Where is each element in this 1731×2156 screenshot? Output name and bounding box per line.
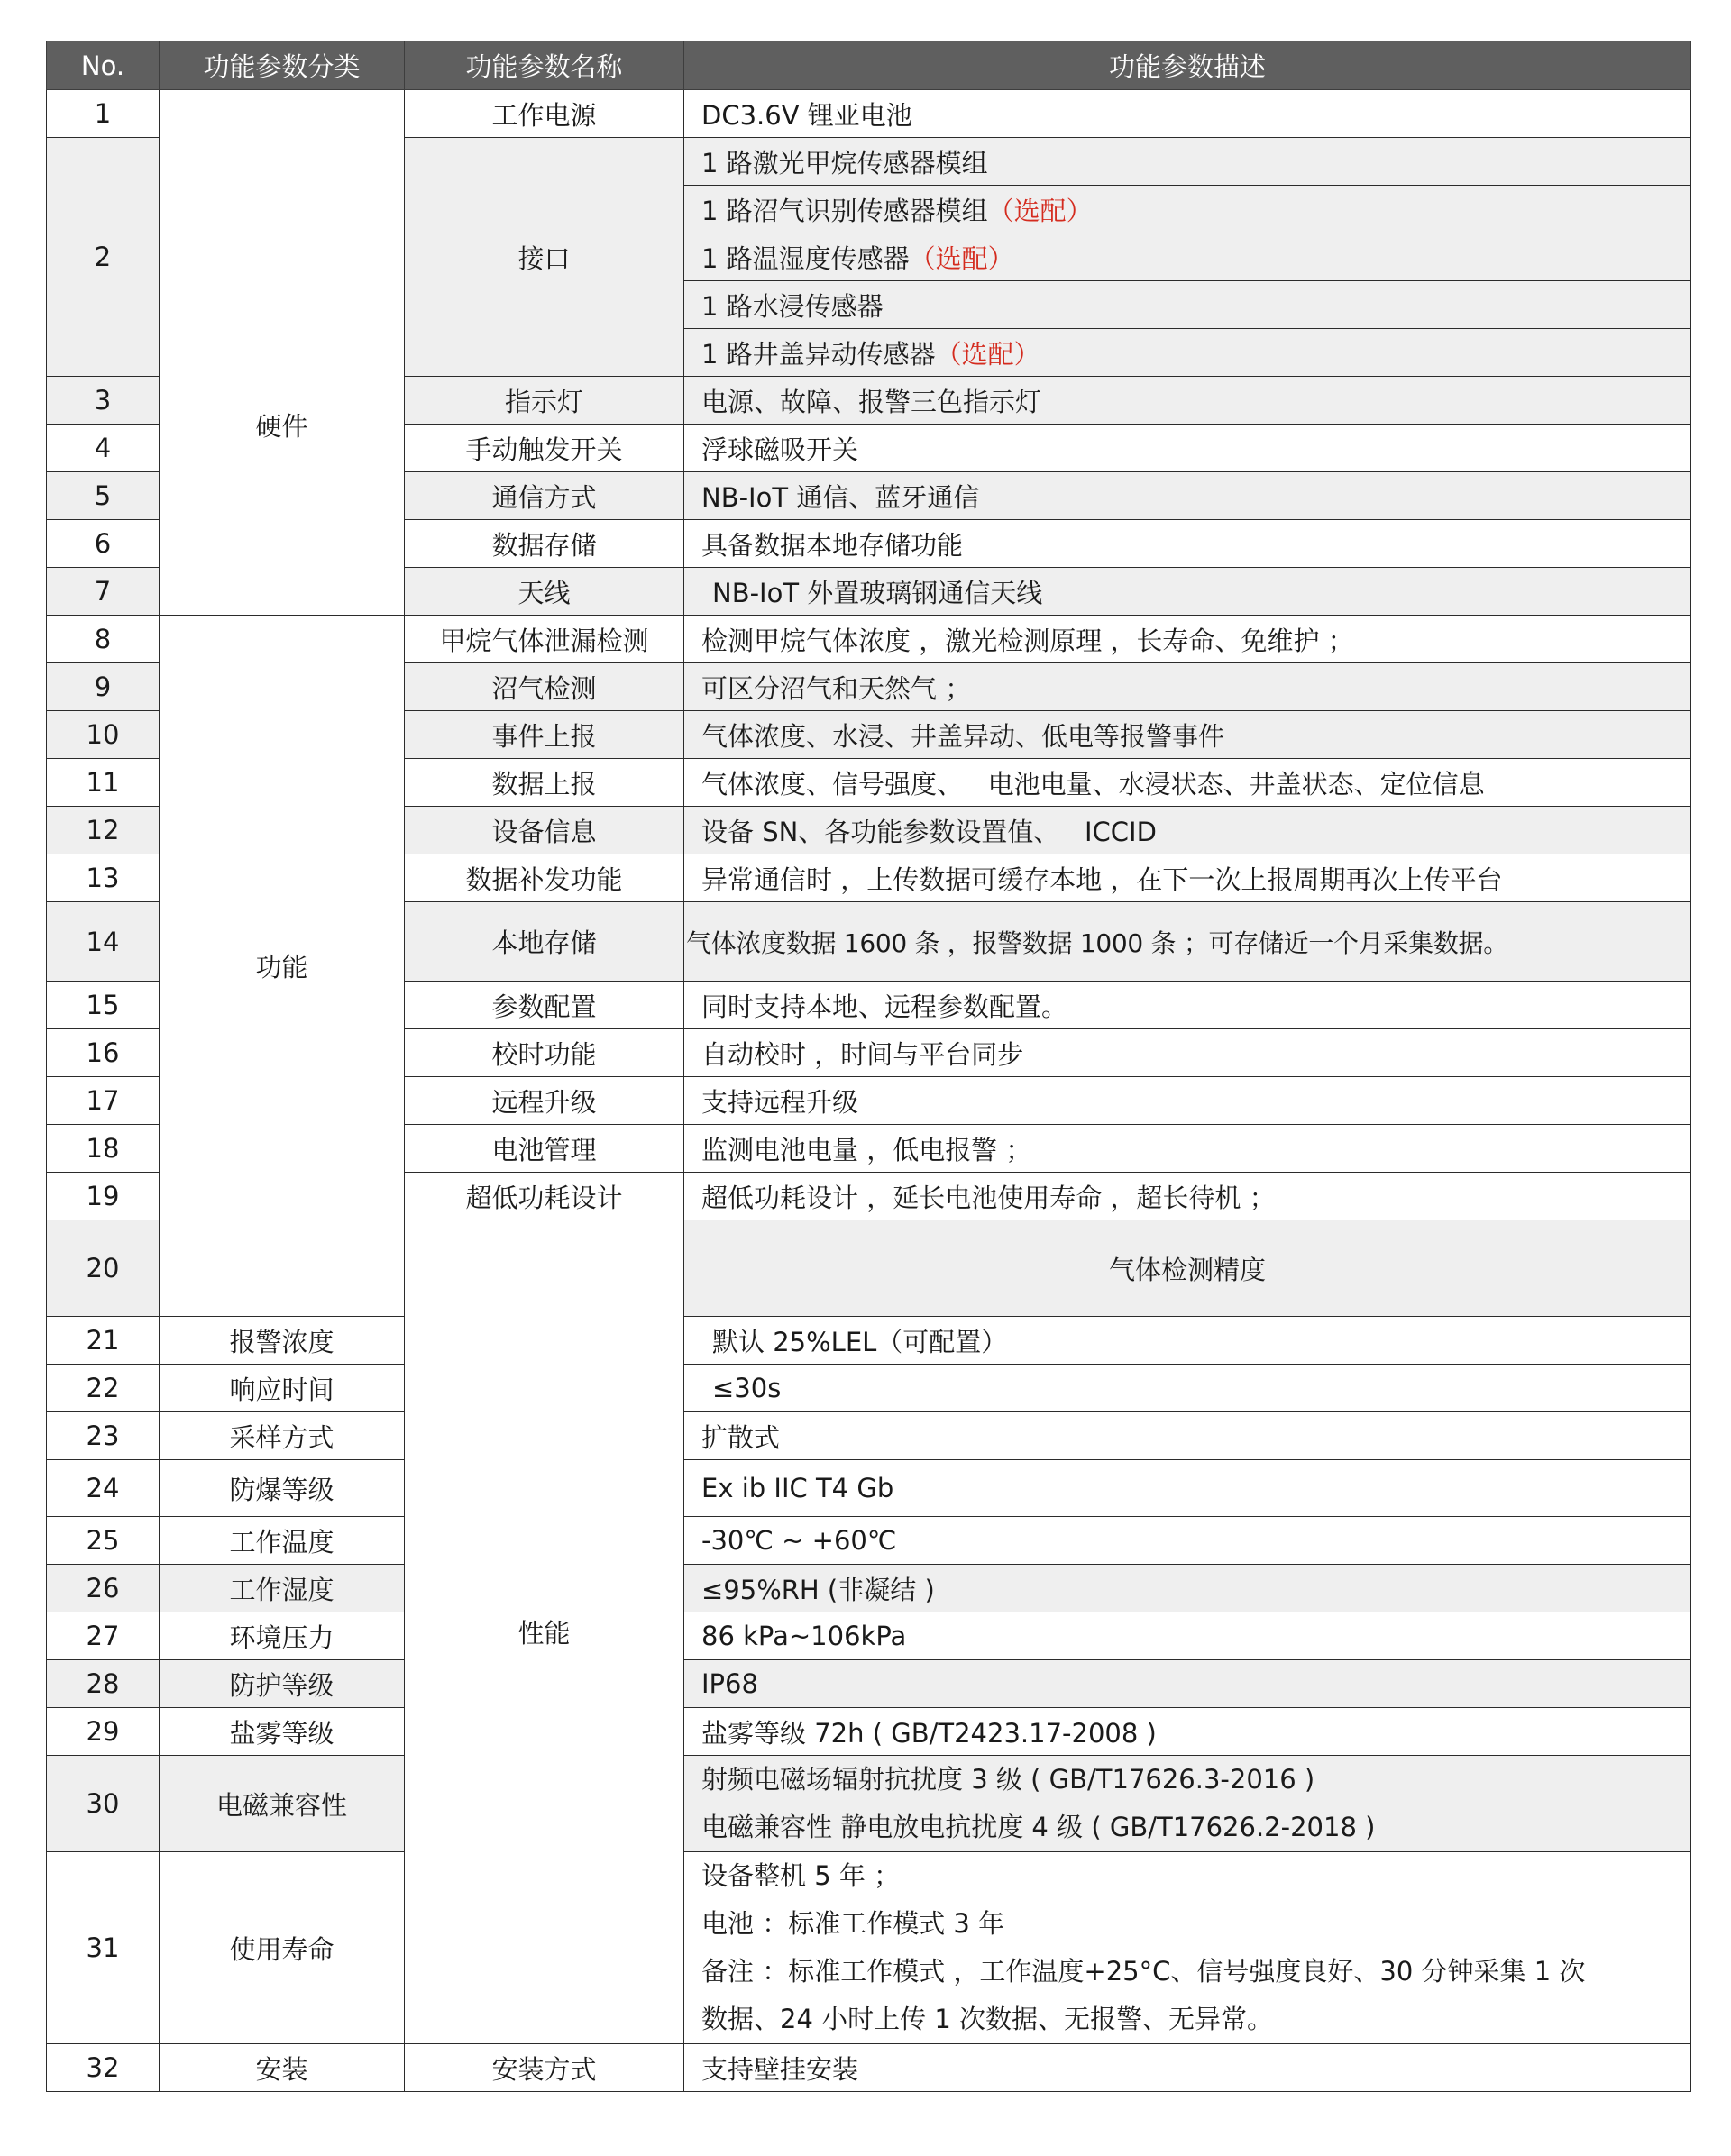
param-name: 使用寿命 [160,1852,405,2044]
param-desc: 支持远程升级 [684,1077,1691,1125]
optional-tag: （选配） [935,338,1040,370]
row-number: 5 [47,472,160,520]
param-name: 防爆等级 [160,1460,405,1517]
row-number: 9 [47,663,160,711]
row-number: 4 [47,425,160,472]
table-row [47,1708,1691,1756]
param-desc: 设备整机 5 年 ； 电池 ：标准工作模式 3 年 备注 ：标准工作模式 ，工作温度+25°C、信号强度良好、30 分钟采集 1 次 数据、24 小时上传 1 次数据、无报警、无异常。 [684,1852,1691,2044]
param-name: 工作湿度 [160,1565,405,1612]
param-desc: 盐雾等级 72h ( GB/T2423.17-2008 ) [684,1708,1691,1756]
param-name: 报警浓度 [160,1317,405,1365]
param-name: 超低功耗设计 [405,1173,684,1220]
param-desc: 检测甲烷气体浓度 ，激光检测原理 ，长寿命、免维护 ； [684,616,1691,663]
table-header-row [47,41,1691,90]
param-desc: 默认 25%LEL（可配置） [684,1317,1691,1365]
spec-table [46,41,1691,2092]
row-number: 31 [47,1852,160,2044]
row-number: 22 [47,1365,160,1412]
param-name: 气体检测精度 [684,1220,1691,1317]
param-name: 电磁兼容性 [160,1756,405,1852]
param-desc: NB-IoT 外置玻璃钢通信天线 [684,568,1691,616]
table-row [47,616,1691,663]
param-desc: 气体浓度、水浸、井盖异动、低电等报警事件 [684,711,1691,759]
optional-tag: （选配） [987,195,1093,226]
row-number: 27 [47,1612,160,1660]
row-number: 21 [47,1317,160,1365]
param-name: 采样方式 [160,1412,405,1460]
row-number: 8 [47,616,160,663]
category-performance: 性能 [405,1220,684,2044]
row-number: 10 [47,711,160,759]
param-desc: 支持壁挂安装 [684,2044,1691,2092]
param-desc: Ex ib IIC T4 Gb [684,1460,1691,1517]
header-category: 功能参数分类 [160,41,405,90]
param-desc: -30℃ ~ +60℃ [684,1517,1691,1565]
param-name: 远程升级 [405,1077,684,1125]
category-installation: 安装 [160,2044,405,2092]
param-name: 校时功能 [405,1029,684,1077]
param-name: 事件上报 [405,711,684,759]
param-desc: 可区分沼气和天然气 ； [684,663,1691,711]
row-number: 25 [47,1517,160,1565]
param-desc: 自动校时 ，时间与平台同步 [684,1029,1691,1077]
param-desc: 扩散式 [684,1412,1691,1460]
param-name: 天线 [405,568,684,616]
row-number: 3 [47,377,160,425]
table-row [47,1565,1691,1612]
row-number: 12 [47,807,160,854]
param-name: 沼气检测 [405,663,684,711]
table-row [47,1517,1691,1565]
param-name: 数据上报 [405,759,684,807]
param-desc: 射频电磁场辐射抗扰度 3 级 ( GB/T17626.3-2016 ) 电磁兼容性 静电放电抗扰度 4 级 ( GB/T17626.2-2018 ) [684,1756,1691,1852]
row-number: 17 [47,1077,160,1125]
param-name: 防护等级 [160,1660,405,1708]
table-row [47,1460,1691,1517]
param-desc: ≤30s [684,1365,1691,1412]
header-no: No. [47,41,160,90]
row-number: 28 [47,1660,160,1708]
param-desc: 监测电池电量 ，低电报警 ； [684,1125,1691,1173]
param-desc: 异常通信时 ，上传数据可缓存本地 ，在下一次上报周期再次上传平台 [684,854,1691,902]
param-name: 通信方式 [405,472,684,520]
param-name: 数据补发功能 [405,854,684,902]
param-name: 设备信息 [405,807,684,854]
param-desc: 1 路水浸传感器 [684,281,1691,329]
param-name: 电池管理 [405,1125,684,1173]
param-name: 盐雾等级 [160,1708,405,1756]
table-row [47,1412,1691,1460]
param-name: 工作温度 [160,1517,405,1565]
table-row [47,1612,1691,1660]
param-name: 手动触发开关 [405,425,684,472]
row-number: 29 [47,1708,160,1756]
param-desc: DC3.6V 锂亚电池 [684,90,1691,138]
param-desc: 1 路激光甲烷传感器模组 [684,138,1691,186]
category-function: 功能 [160,616,405,1317]
row-number: 30 [47,1756,160,1852]
table-row [47,1660,1691,1708]
param-name: 环境压力 [160,1612,405,1660]
table-row [47,1756,1691,1852]
param-desc: IP68 [684,1660,1691,1708]
param-desc: 设备 SN、各功能参数设置值、 ICCID [684,807,1691,854]
param-name: 指示灯 [405,377,684,425]
row-number: 26 [47,1565,160,1612]
table-row [47,1852,1691,2044]
param-name: 参数配置 [405,982,684,1029]
table-row [47,2044,1691,2092]
param-name: 本地存储 [405,902,684,982]
param-desc: 86 kPa~106kPa [684,1612,1691,1660]
param-desc: 同时支持本地、远程参数配置。 [684,982,1691,1029]
row-number: 24 [47,1460,160,1517]
row-number: 23 [47,1412,160,1460]
row-number: 19 [47,1173,160,1220]
param-desc: ≤95%RH (非凝结 ) [684,1565,1691,1612]
category-hardware: 硬件 [160,90,405,616]
row-number: 1 [47,90,160,138]
param-desc: 1 路沼气识别传感器模组（选配） [684,186,1691,233]
param-name: 安装方式 [405,2044,684,2092]
row-number: 6 [47,520,160,568]
row-number: 7 [47,568,160,616]
param-desc: 浮球磁吸开关 [684,425,1691,472]
param-name: 接口 [405,138,684,377]
row-number: 13 [47,854,160,902]
param-desc: 电源、故障、报警三色指示灯 [684,377,1691,425]
optional-tag: （选配） [909,242,1014,274]
row-number: 15 [47,982,160,1029]
row-number: 11 [47,759,160,807]
param-desc: NB-IoT 通信、蓝牙通信 [684,472,1691,520]
row-number: 18 [47,1125,160,1173]
param-desc: 气体浓度数据 1600 条 ，报警数据 1000 条 ；可存储近一个月采集数据。 [684,902,1691,982]
param-desc: 具备数据本地存储功能 [684,520,1691,568]
param-desc: 超低功耗设计 ，延长电池使用寿命 ，超长待机 ； [684,1173,1691,1220]
table-row [47,1365,1691,1412]
param-name: 甲烷气体泄漏检测 [405,616,684,663]
header-name: 功能参数名称 [405,41,684,90]
param-desc: 气体浓度、信号强度、 电池电量、水浸状态、井盖状态、定位信息 [684,759,1691,807]
param-name: 响应时间 [160,1365,405,1412]
param-name: 数据存储 [405,520,684,568]
param-desc: 1 路井盖异动传感器（选配） [684,329,1691,377]
table-row [47,90,1691,138]
header-description: 功能参数描述 [684,41,1691,90]
row-number: 16 [47,1029,160,1077]
param-name: 工作电源 [405,90,684,138]
row-number: 20 [47,1220,160,1317]
table-row [47,1317,1691,1365]
row-number: 2 [47,138,160,377]
row-number: 14 [47,902,160,982]
param-desc: 1 路温湿度传感器（选配） [684,233,1691,281]
row-number: 32 [47,2044,160,2092]
